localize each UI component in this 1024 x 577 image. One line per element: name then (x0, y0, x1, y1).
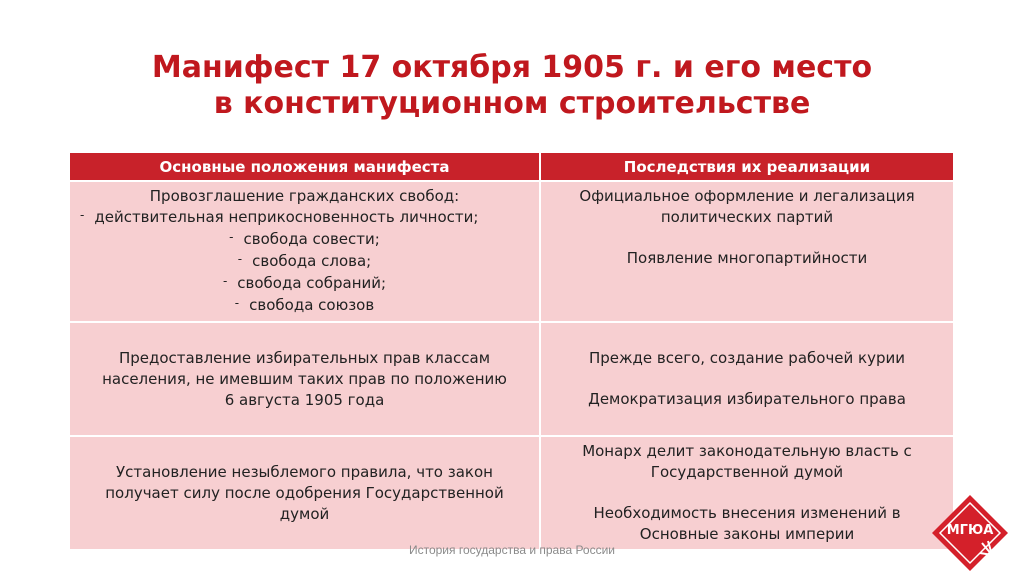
list-item: - свобода слова; (78, 251, 531, 273)
cell-intro: Провозглашение гражданских свобод: (149, 187, 460, 205)
list-item: - свобода совести; (78, 229, 531, 251)
slide-title (0, 50, 1024, 122)
cell-text-line: Официальное оформление и легализация (579, 187, 915, 205)
manifesto-table (70, 153, 953, 549)
table-header-row (70, 153, 953, 181)
header-consequences: Последствия их реализации (540, 153, 953, 181)
cell-civil-liberties (70, 181, 540, 322)
title-line-1: Манифест 17 октября 1905 г. и его место (151, 50, 873, 85)
cell-text-line: Демократизация избирательного права (588, 390, 906, 408)
cell-text-line: Необходимость внесения изменений в (593, 504, 901, 522)
mgua-logo (930, 493, 1010, 573)
cell-text-line: Прежде всего, создание рабочей курии (588, 349, 906, 367)
cell-text-line: думой (279, 504, 330, 523)
cell-law-rule (70, 436, 540, 549)
logo-text: МГЮА (946, 523, 994, 538)
title-line-2: в конституционном строительстве (213, 86, 811, 121)
cell-text-line: Монарх делит законодательную власть с (582, 442, 912, 460)
table-row (70, 322, 953, 436)
cell-parties (540, 181, 953, 322)
cell-text-line: Установление незыблемого правила, что закон (116, 462, 493, 481)
cell-workers-curia (540, 322, 953, 436)
cell-legislative-power (540, 436, 953, 549)
header-provisions: Основные положения манифеста (70, 153, 540, 181)
table-row (70, 181, 953, 322)
footer-caption: История государства и права России (408, 543, 616, 557)
cell-text-line: Появление многопартийности (626, 249, 868, 267)
table-row (70, 436, 953, 549)
list-item: - свобода союзов (78, 295, 531, 317)
list-item: - действительная неприкосновенность личности; (78, 207, 531, 229)
cell-electoral-rights (70, 322, 540, 436)
cell-text-line: политических партий (660, 208, 834, 226)
cell-text-line: Предоставление избирательных прав классам (118, 348, 491, 367)
cell-text-line: 6 августа 1905 года (224, 390, 385, 409)
cell-text-line: населения, не имевшим таких прав по положению (102, 369, 507, 388)
cell-text-line: Основные законы империи (639, 525, 855, 543)
cell-text-line: Государственной думой (650, 463, 844, 481)
list-item: - свобода собраний; (78, 273, 531, 295)
cell-text-line: получает силу после одобрения Государственной (105, 483, 504, 502)
